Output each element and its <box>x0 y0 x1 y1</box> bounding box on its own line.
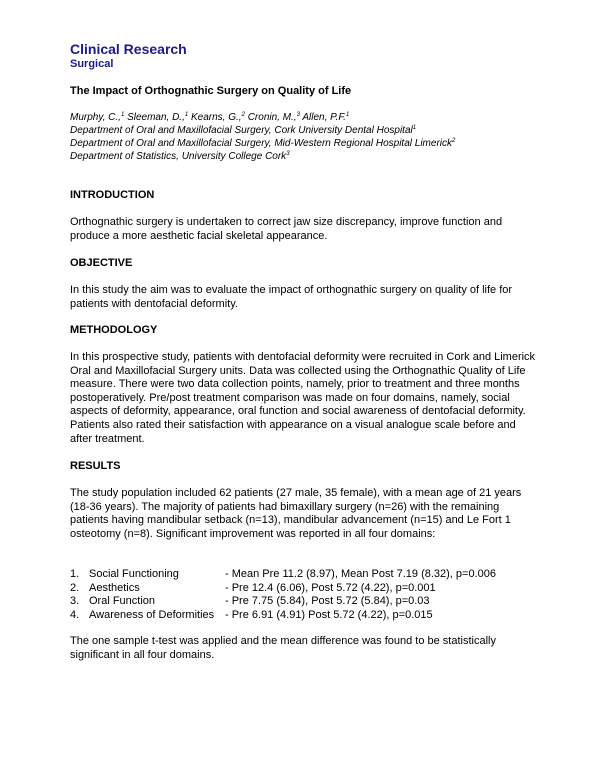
domain-statistic: - Mean Pre 11.2 (8.97), Mean Post 7.19 (8.32), p=0.006 <box>225 568 496 580</box>
methodology-heading: METHODOLOGY <box>70 324 158 336</box>
subcategory-heading: Surgical <box>70 58 114 70</box>
affiliation-text: Department of Statistics, University College Cork <box>70 151 287 162</box>
author-affiliation-marker: 3 <box>296 112 300 118</box>
introduction-text: Orthognathic surgery is undertaken to correct jaw size discrepancy, improve function and produce a more aesthetic facial skeletal appearance. <box>70 216 503 242</box>
introduction-heading: INTRODUCTION <box>70 189 155 201</box>
results-conclusion: The one sample t-test was applied and the mean difference was found to be statistically significant in all four domains. <box>70 635 496 661</box>
author-name: Kearns, G., <box>191 112 242 123</box>
affiliation-marker: 3 <box>286 151 290 157</box>
paper-title: The Impact of Orthognathic Surgery on Quality of Life <box>70 85 352 97</box>
list-number: 2. <box>70 581 80 594</box>
author-affiliation-marker: 2 <box>241 112 245 118</box>
domain-statistic: - Pre 7.75 (5.84), Post 5.72 (5.84), p=0.03 <box>225 595 430 608</box>
author-affiliation-marker: 1 <box>184 112 189 118</box>
affiliation-text: Department of Oral and Maxillofacial Surgery, Mid-Western Regional Hospital Limerick <box>70 138 453 149</box>
author-name: Sleeman, D., <box>127 112 185 123</box>
domain-statistic: - Pre 12.4 (6.06), Post 5.72 (4.22), p=0.001 <box>225 581 436 594</box>
affiliation-line <box>70 137 455 150</box>
affiliation-marker: 2 <box>452 138 456 144</box>
author-block <box>70 111 455 163</box>
objective-heading: OBJECTIVE <box>70 257 133 269</box>
author-affiliation-marker: 1 <box>345 112 350 118</box>
author-affiliation-marker: 1 <box>120 112 125 118</box>
methodology-text: In this prospective study, patients with dentofacial deformity were recruited in Cork and Limerick Oral and Maxillofacial Surgery units. Data was collected using the Orthognathic Quality of Life measure. There were two data collection points, namely, prior to treatment and three months postoperatively. Pre/post treatment comparison was made on four domains, namely, social aspects of deformity, appearance, oral function and social awareness of dentofacial deformity. Patients also rated their satisfaction with appearance on a visual analogue scale before and after treatment. <box>70 351 536 445</box>
author-name: Cronin, M., <box>247 112 297 123</box>
list-number: 4. <box>70 608 80 621</box>
domain-name: Social Functioning <box>89 568 179 580</box>
results-heading: RESULTS <box>70 460 121 472</box>
results-text: The study population included 62 patients (27 male, 35 female), with a mean age of 21 years (18-36 years). The majority of patients had bimaxillary surgery (n=26) with the remaining patients having mandibular setback (n=13), mandibular advancement (n=15) and Le Fort 1 osteotomy (n=8). Significant improvement was reported in all four domains: <box>70 487 522 540</box>
list-number: 1. <box>70 568 80 580</box>
domain-statistic: - Pre 6.91 (4.91) Post 5.72 (4.22), p=0.015 <box>225 608 433 621</box>
author-name: Murphy, C., <box>70 112 121 123</box>
affiliation-line <box>70 150 455 163</box>
affiliation-text: Department of Oral and Maxillofacial Surgery, Cork University Dental Hospital <box>70 125 413 136</box>
domain-name: Aesthetics <box>89 581 140 594</box>
domain-name: Oral Function <box>89 595 156 608</box>
affiliation-marker: 1 <box>412 125 417 131</box>
list-number: 3. <box>70 595 80 608</box>
author-name: Allen, P.F. <box>302 112 346 123</box>
objective-text: In this study the aim was to evaluate the impact of orthognathic surgery on quality of life for patients with dentofacial deformity. <box>70 284 513 310</box>
domain-name: Awareness of Deformities <box>89 608 215 621</box>
author-list <box>70 111 455 124</box>
category-heading: Clinical Research <box>70 41 187 57</box>
affiliation-line <box>70 124 455 137</box>
